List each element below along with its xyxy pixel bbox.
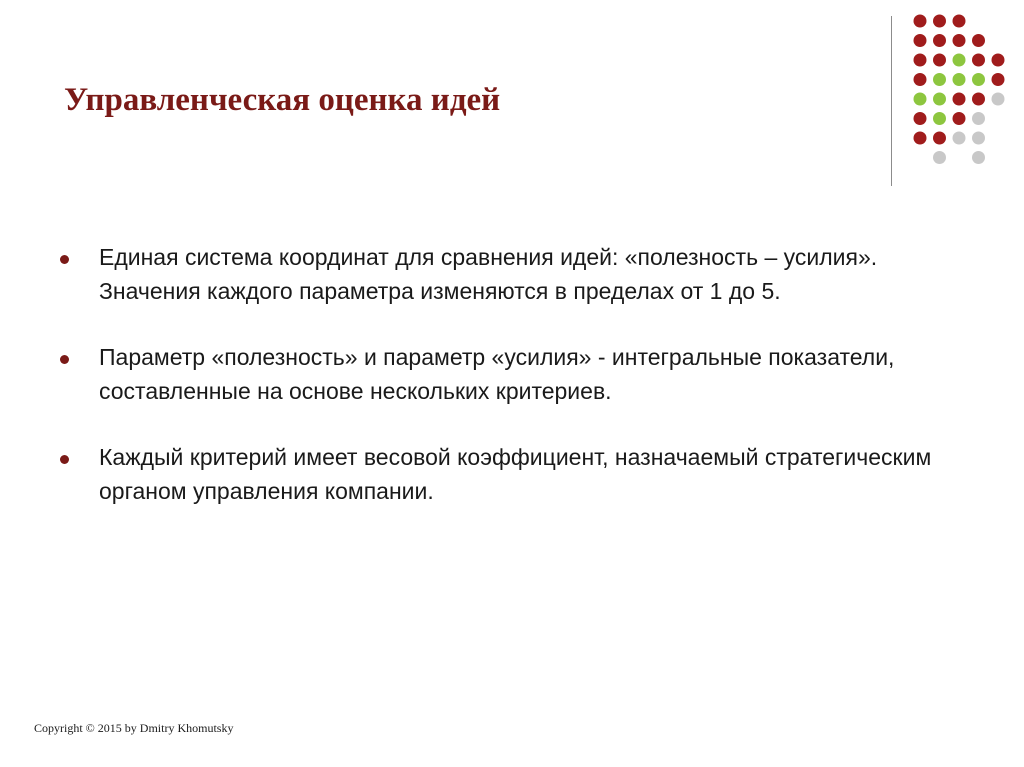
bullet-item xyxy=(58,440,958,508)
bullet-text: Каждый критерий имеет весовой коэффициент, назначаемый стратегическим органом управления компании. xyxy=(99,444,932,504)
decorative-dot xyxy=(953,54,966,67)
decorative-dot xyxy=(914,132,927,145)
decorative-dot xyxy=(933,73,946,86)
decorative-dot xyxy=(933,112,946,125)
decorative-dot xyxy=(933,34,946,47)
decorative-dot xyxy=(972,132,985,145)
decorative-dot xyxy=(992,73,1005,86)
decorative-dot xyxy=(953,15,966,28)
decorative-dot xyxy=(972,93,985,106)
copyright-footer: Copyright © 2015 by Dmitry Khomutsky xyxy=(34,721,234,735)
decorative-dot xyxy=(972,54,985,67)
decorative-dot xyxy=(953,112,966,125)
bullet-marker xyxy=(60,355,69,364)
decorative-dot xyxy=(953,93,966,106)
decorative-dot xyxy=(933,151,946,164)
decorative-dot xyxy=(972,151,985,164)
bullet-text: Параметр «полезность» и параметр «усилия» - интегральные показатели, составленные на основе нескольких критериев. xyxy=(99,344,895,404)
decorative-dot xyxy=(933,132,946,145)
decorative-dot xyxy=(992,93,1005,106)
bullet-item xyxy=(58,340,958,408)
title-divider-line xyxy=(891,16,892,186)
decorative-dot xyxy=(914,112,927,125)
decorative-dot xyxy=(914,73,927,86)
decorative-dot xyxy=(953,132,966,145)
bullet-list xyxy=(58,240,958,540)
decorative-dot xyxy=(914,54,927,67)
decorative-dot xyxy=(953,34,966,47)
decorative-dot xyxy=(972,34,985,47)
decorative-dot xyxy=(914,15,927,28)
bullet-marker xyxy=(60,455,69,464)
slide-title: Управленческая оценка идей xyxy=(64,82,501,118)
decorative-dot xyxy=(933,93,946,106)
bullet-text: Единая система координат для сравнения идей: «полезность – усилия». Значения каждого параметра изменяются в пределах от 1 до 5. xyxy=(99,244,878,304)
decorative-dot xyxy=(972,112,985,125)
bullet-item xyxy=(58,240,958,308)
decorative-dot xyxy=(953,73,966,86)
decorative-dot xyxy=(933,54,946,67)
decorative-dot xyxy=(914,34,927,47)
decorative-dot xyxy=(992,54,1005,67)
decorative-dot xyxy=(933,15,946,28)
decorative-dot xyxy=(914,93,927,106)
bullet-marker xyxy=(60,255,69,264)
decorative-dot xyxy=(972,73,985,86)
